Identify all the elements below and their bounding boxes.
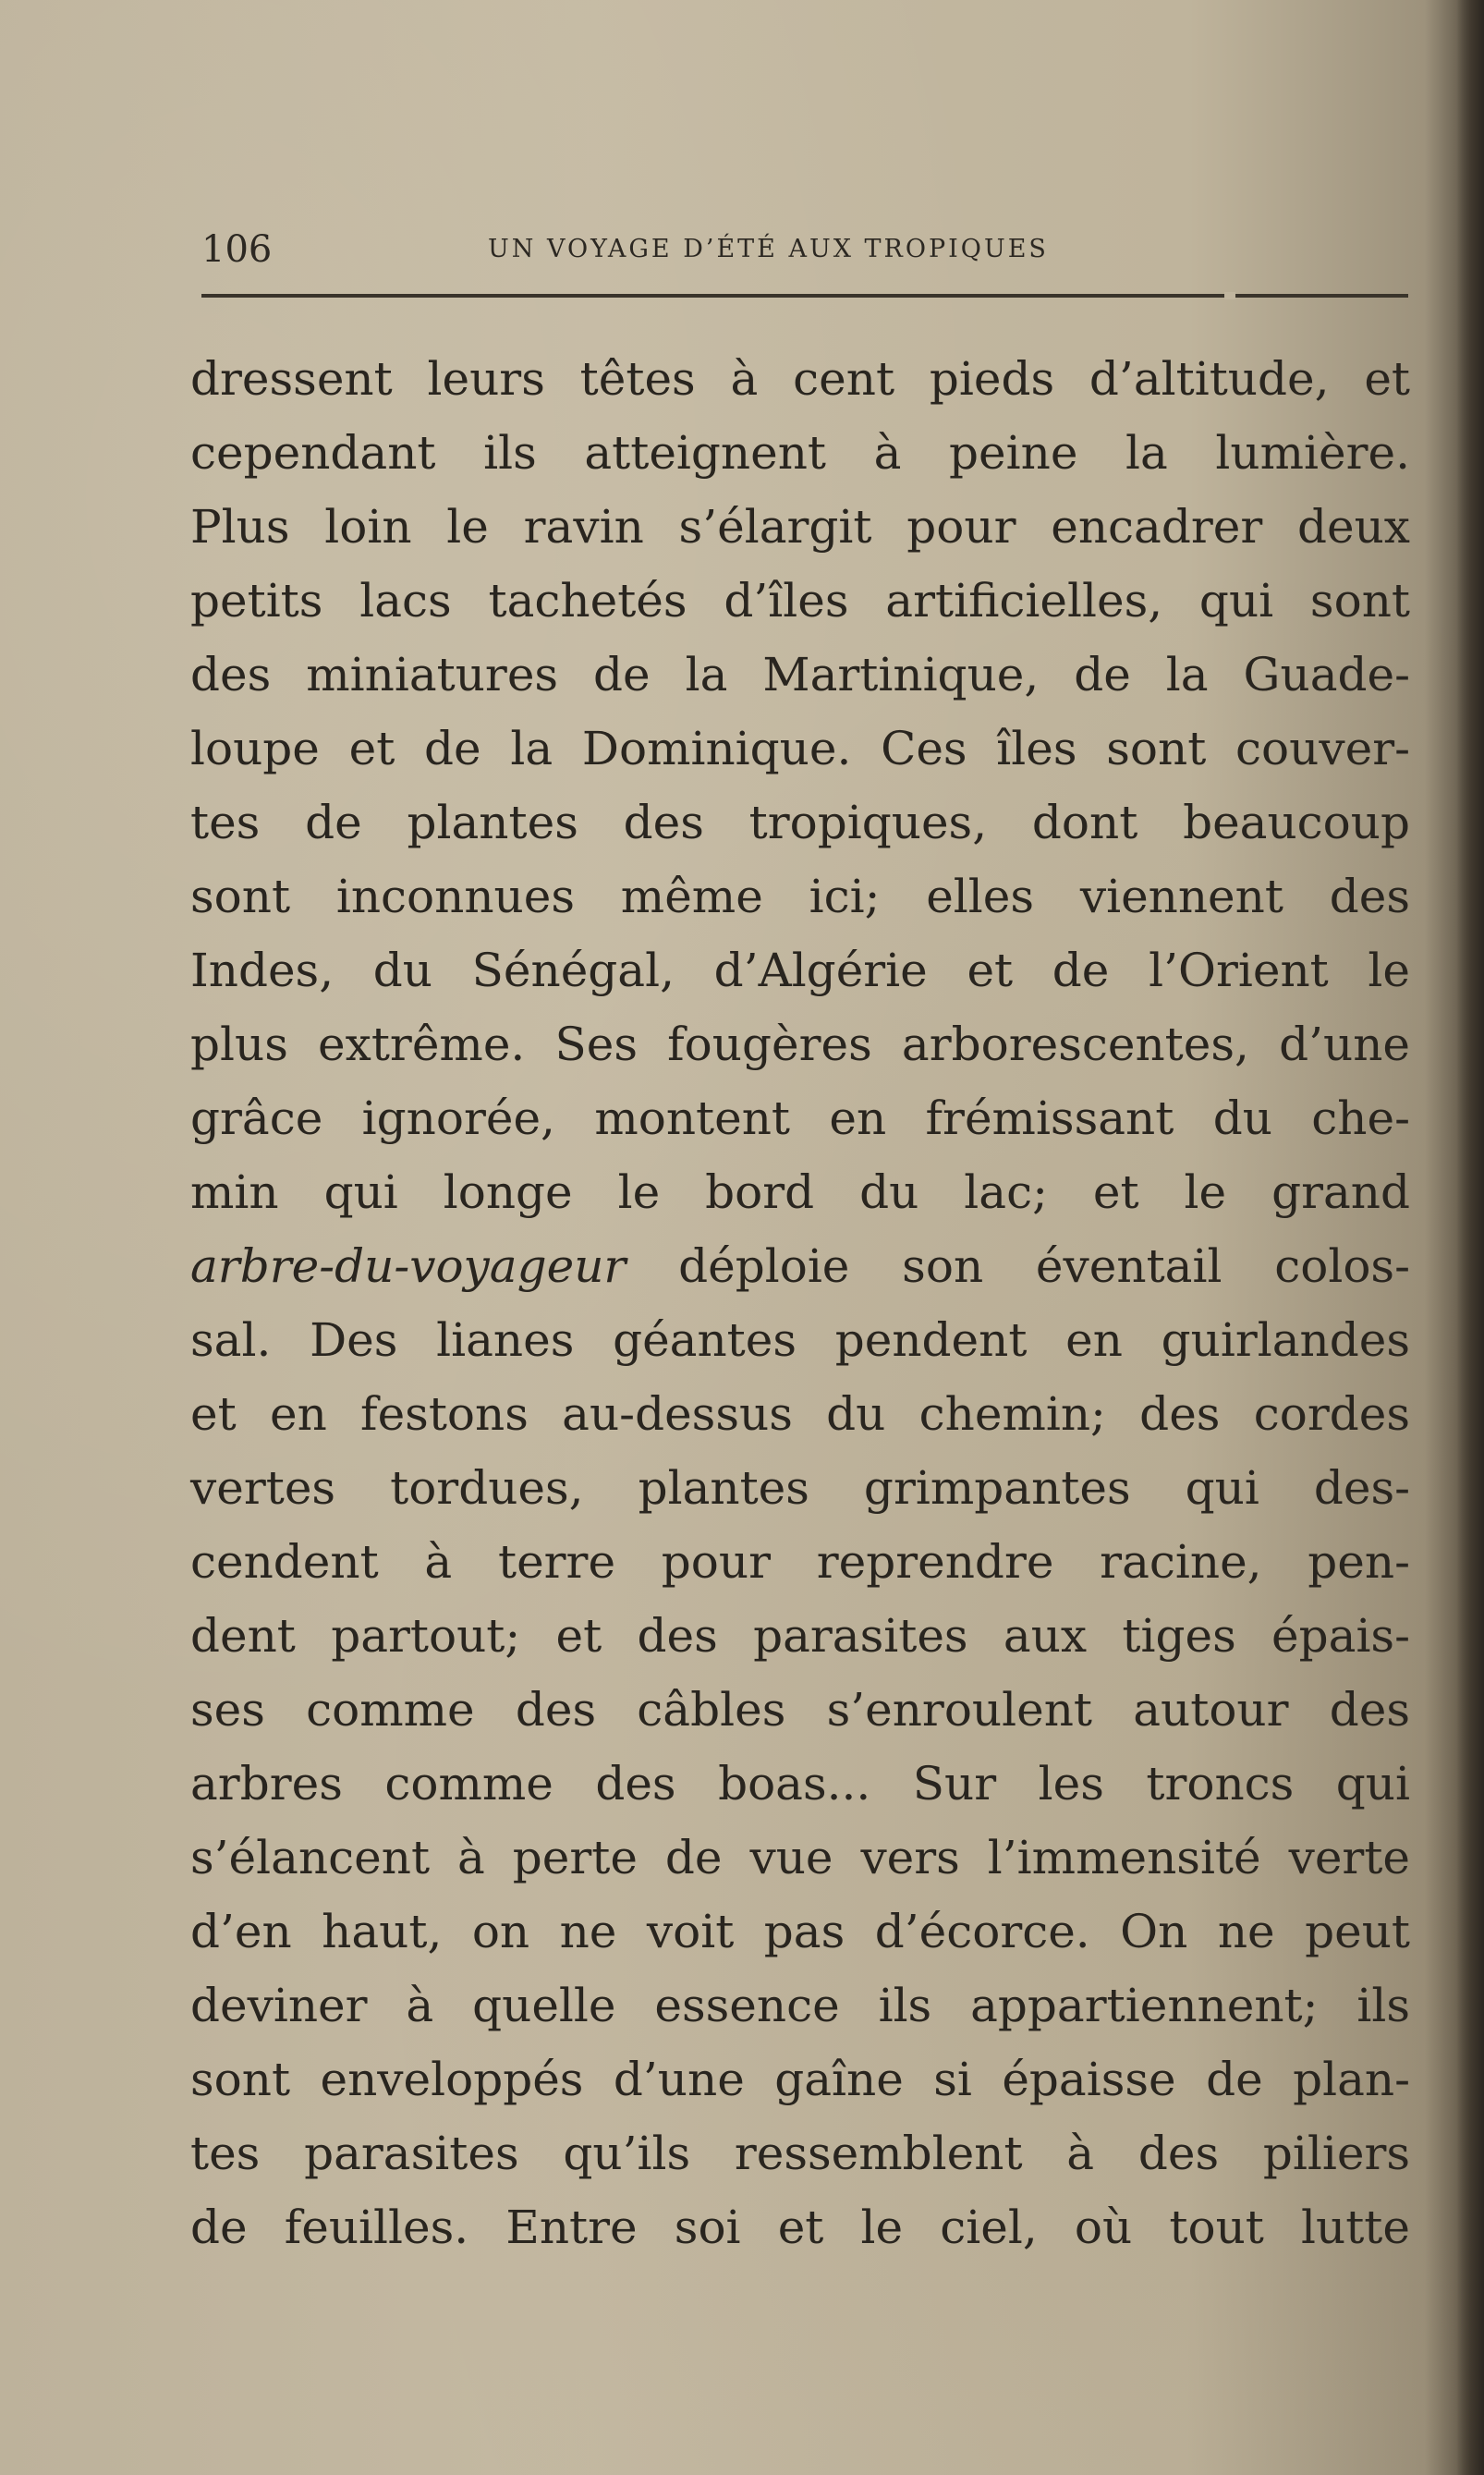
text-line: Indes, du Sénégal, d’Algérie et de l’Orient le — [190, 944, 1410, 997]
text-line: arbres comme des boas... Sur les troncs qui — [190, 1757, 1410, 1811]
text-line: s’élancent à perte de vue vers l’immensité verte — [190, 1831, 1410, 1884]
body-text — [190, 342, 1410, 2264]
text-line: dressent leurs têtes à cent pieds d’altitude, et — [190, 352, 1410, 406]
text-line: cendent à terre pour reprendre racine, pen- — [190, 1535, 1410, 1589]
text-line: loupe et de la Dominique. Ces îles sont couver- — [190, 722, 1410, 775]
text-line: vertes tordues, plantes grimpantes qui des- — [190, 1461, 1410, 1515]
text-line: de feuilles. Entre soi et le ciel, où tout lutte — [190, 2201, 1410, 2254]
text-line: des miniatures de la Martinique, de la Guade- — [190, 648, 1410, 701]
page-number: 106 — [201, 228, 273, 271]
text-line: deviner à quelle essence ils appartiennent; ils — [190, 1979, 1410, 2032]
text-line: grâce ignorée, montent en frémissant du che- — [190, 1091, 1410, 1145]
text-line: petits lacs tachetés d’îles artificielles, qui sont — [190, 574, 1410, 628]
text-line: Plus loin le ravin s’élargit pour encadrer deux — [190, 500, 1410, 554]
running-title: UN VOYAGE D’ÉTÉ AUX TROPIQUES — [488, 235, 1049, 263]
text-line: ses comme des câbles s’enroulent autour des — [190, 1683, 1410, 1737]
page-edge-shadow — [1456, 0, 1484, 2475]
text-line: cependant ils atteignent à peine la lumière. — [190, 426, 1410, 480]
text-line: dent partout; et des parasites aux tiges épais- — [190, 1609, 1410, 1663]
italic-term: arbre-du-voyageur — [190, 1239, 626, 1293]
italic-line-rest: déploie son éventail colos- — [626, 1239, 1410, 1293]
text-line: d’en haut, on ne voit pas d’écorce. On ne peut — [190, 1905, 1410, 1958]
header-rule-break — [1224, 292, 1235, 299]
text-line: sal. Des lianes géantes pendent en guirlandes — [190, 1313, 1410, 1367]
text-line: tes de plantes des tropiques, dont beaucoup — [190, 796, 1410, 849]
page-header — [201, 222, 1408, 277]
text-line: sont inconnues même ici; elles viennent des — [190, 870, 1410, 923]
text-line: tes parasites qu’ils ressemblent à des piliers — [190, 2127, 1410, 2180]
text-line-italic — [190, 1229, 1410, 1303]
text-line: sont enveloppés d’une gaîne si épaisse de plan- — [190, 2053, 1410, 2106]
text-line: et en festons au-dessus du chemin; des cordes — [190, 1387, 1410, 1441]
text-line: plus extrême. Ses fougères arborescentes, d’une — [190, 1018, 1410, 1071]
text-line: min qui longe le bord du lac; et le grand — [190, 1165, 1410, 1219]
